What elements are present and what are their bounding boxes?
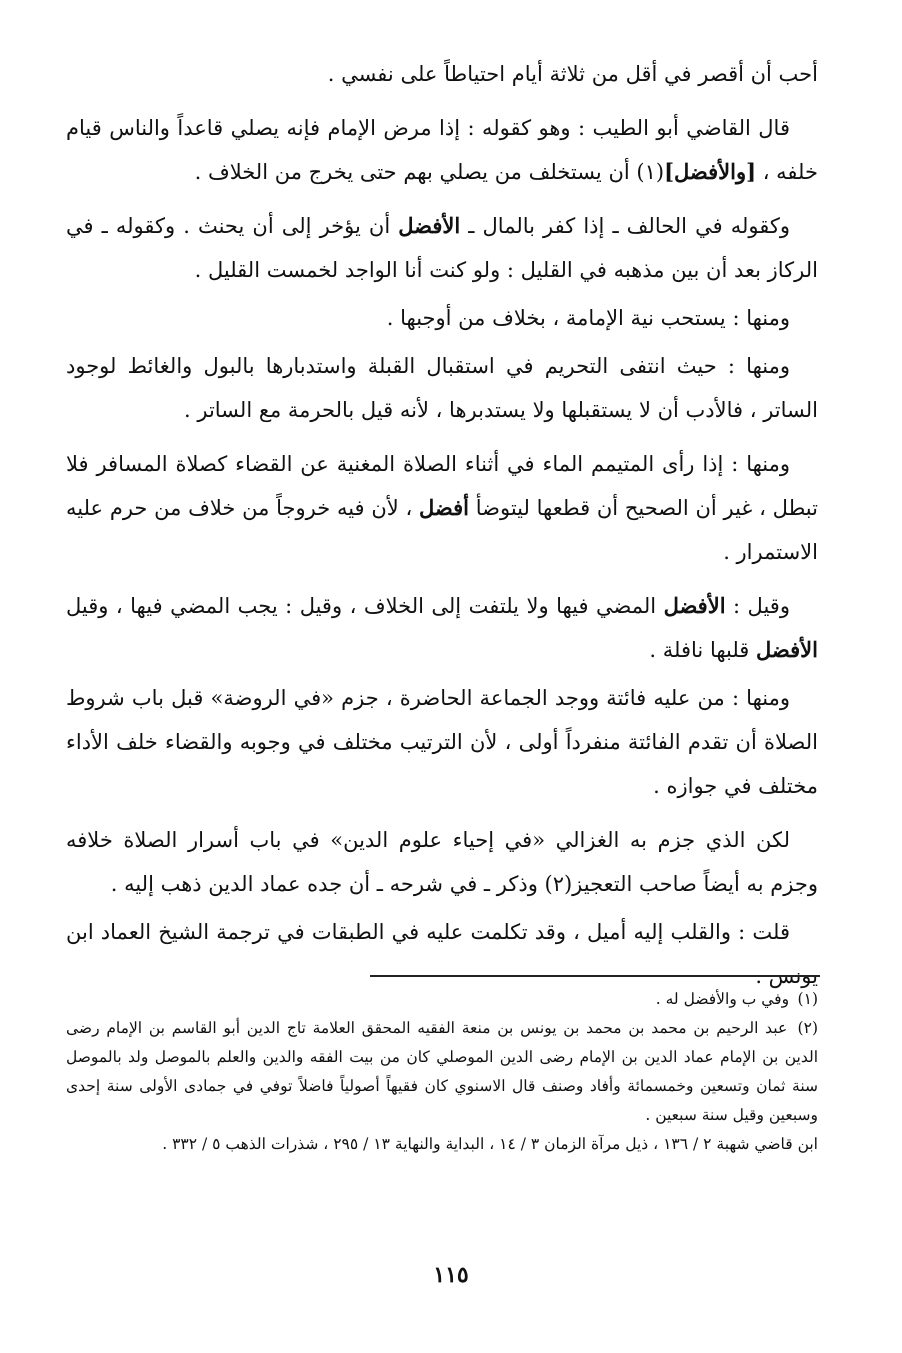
paragraph-4-text: ومنها : يستحب نية الإمامة ، بخلاف من أوجبها .	[386, 306, 790, 330]
footnote-2-text: عبد الرحيم بن محمد بن محمد بن يونس بن منعة الفقيه المحقق العلامة تاج الدين أبو القاسم بن الإمام رضى الدين بن الإمام عماد الدين بن الإمام رضى الدين الموصلي كان من بيت الفقه والدين والعلم بالموصل ولد بالموصل سنة ثمان وتسعين وخمسمائة وأفاد وصنف قال الاسنوي كان فقيهاً أصولياً فاضلاً توفي في جمادى الأولى سنة إحدى وسبعين وقيل سنة سبعين .	[66, 1019, 818, 1124]
footnote-1-number: (١)	[797, 990, 818, 1008]
footnote-2	[66, 1014, 818, 1130]
paragraph-1-text: أحب أن أقصر في أقل من ثلاثة أيام احتياطاً على نفسي .	[327, 62, 818, 86]
footnote-2-references-text: ابن قاضي شهبة ٢ / ١٣٦ ، ذيل مرآة الزمان ٣ / ١٤ ، البداية والنهاية ١٣ / ٢٩٥ ، شذرات الذهب ٥ / ٣٣٢ .	[162, 1135, 818, 1153]
footnote-divider	[370, 975, 820, 977]
paragraph-2-text-a: قال القاضي أبو الطيب : وهو كقوله : إذا مرض الإمام فإنه يصلي قاعداً والناس قيام خلفه ،	[66, 116, 818, 184]
paragraph-7	[66, 584, 818, 672]
paragraph-2-text-c: (١) أن يستخلف من يصلي بهم حتى يخرج من الخلاف .	[194, 160, 665, 184]
paragraph-3-text-c: أن يؤخر إلى أن يحنث . وكقوله ـ في الركاز بعد أن بين مذهبه في القليل : ولو كنت أنا الواجد لخمست القليل .	[66, 214, 818, 282]
paragraph-6-text-c: ، لأن فيه خروجاً من خلاف من حرم عليه الاستمرار .	[66, 496, 818, 564]
paragraph-5	[66, 344, 818, 432]
paragraph-3-bold: الأفضل	[398, 213, 461, 238]
paragraph-1	[66, 52, 818, 96]
paragraph-5-text: ومنها : حيث انتفى التحريم في استقبال القبلة واستدبارها بالبول والغائط لوجود الساتر ، فالأدب أن لا يستقبلها ولا يستدبرها ، لأنه قيل بالحرمة مع الساتر .	[66, 354, 818, 422]
paragraph-6	[66, 442, 818, 574]
paragraph-7-text-a: وقيل :	[725, 594, 790, 618]
paragraph-7-bold-1: الأفضل	[663, 593, 726, 618]
footnote-2-references	[66, 1130, 818, 1159]
paragraph-9	[66, 818, 818, 906]
paragraph-8	[66, 676, 818, 808]
paragraph-2	[66, 106, 818, 194]
paragraph-7-text-e: قلبها نافلة .	[649, 638, 757, 662]
paragraph-6-bold: أفضل	[419, 495, 469, 520]
main-text	[66, 52, 818, 998]
footnote-2-number: (٢)	[797, 1019, 818, 1037]
paragraph-7-text-c: المضي فيها ولا يلتفت إلى الخلاف ، وقيل : يجب المضي فيها ، وقيل	[66, 594, 664, 618]
paragraph-3-text-a: وكقوله في الحالف ـ إذا كفر بالمال ـ	[460, 214, 790, 238]
page-number: ١١٥	[433, 1262, 469, 1288]
paragraph-3	[66, 204, 818, 292]
paragraph-2-bold: [والأفضل]	[664, 159, 757, 184]
paragraph-8-text: ومنها : من عليه فائتة ووجد الجماعة الحاضرة ، جزم «في الروضة» قبل باب شروط الصلاة أن تقدم الفائتة منفرداً أولى ، لأن الترتيب مختلف في وجوبه والقضاء خلف الأداء مختلف في جوازه .	[66, 686, 818, 798]
paragraph-10-text: قلت : والقلب إليه أميل ، وقد تكلمت عليه في الطبقات في ترجمة الشيخ العماد ابن يونس .	[66, 920, 818, 988]
paragraph-6-text-a: ومنها : إذا رأى المتيمم الماء في أثناء الصلاة المغنية عن القضاء كصلاة المسافر فلا تبطل ، غير أن الصحيح أن قطعها ليتوضأ	[66, 452, 818, 520]
paragraph-4	[66, 296, 818, 340]
paragraph-7-bold-2: الأفضل	[756, 637, 818, 662]
footnotes	[66, 985, 818, 1159]
footnote-1	[66, 985, 818, 1014]
paragraph-9-text: لكن الذي جزم به الغزالي «في إحياء علوم الدين» في باب أسرار الصلاة خلافه وجزم به أيضاً صاحب التعجيز(٢) وذكر ـ في شرحه ـ أن جده عماد الدين ذهب إليه .	[66, 828, 818, 896]
footnote-1-text: وفي ب والأفضل له .	[655, 990, 790, 1008]
